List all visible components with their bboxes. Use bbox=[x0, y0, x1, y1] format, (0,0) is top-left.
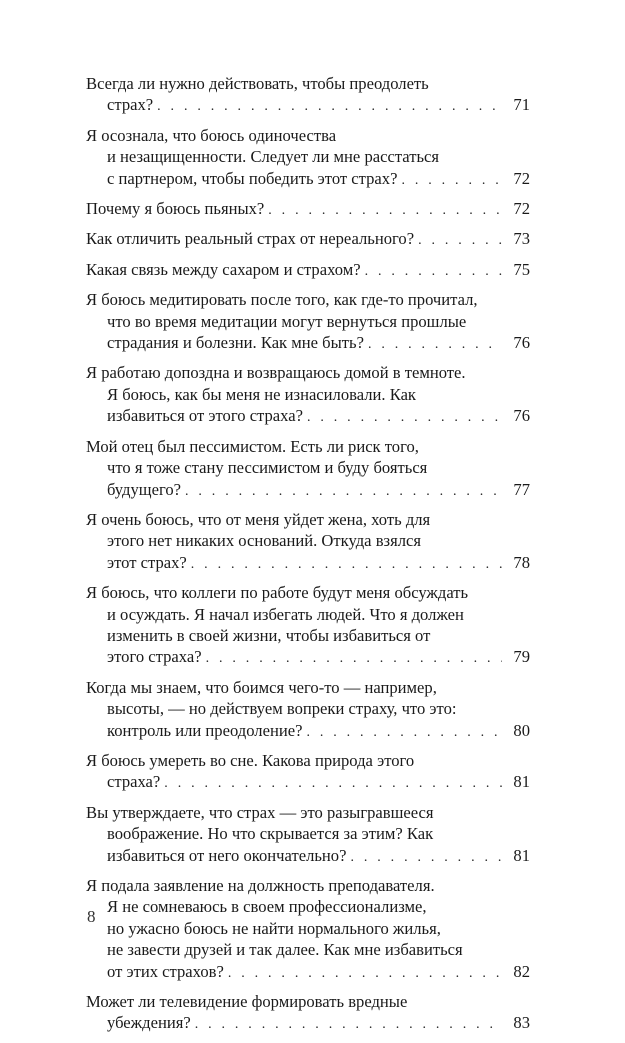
toc-entry-line: воображение. Но что скрывается за этим? Как bbox=[107, 824, 434, 844]
toc-entry-last-line bbox=[86, 168, 530, 191]
toc-entry-line: Я осознала, что боюсь одиночества bbox=[86, 125, 337, 145]
toc-page-number: 80 bbox=[513, 720, 530, 740]
toc-entry-line: Я подала заявление на должность преподавателя. bbox=[86, 876, 435, 895]
toc-page-number: 73 bbox=[513, 229, 530, 249]
dot-leader bbox=[368, 334, 502, 355]
toc-entry bbox=[86, 802, 530, 868]
toc-entry-line: что во время медитации могут вернуться прошлые bbox=[107, 311, 467, 331]
toc-entry bbox=[86, 875, 530, 984]
toc-entry-last-line bbox=[86, 845, 530, 868]
toc-entry-line: высоты, — но действуем вопреки страху, что это: bbox=[107, 699, 457, 719]
toc-entry-last-line bbox=[86, 228, 530, 251]
toc-entry bbox=[86, 436, 530, 502]
dot-leader bbox=[350, 847, 502, 868]
toc-entry-line: Как отличить реальный страх от нереального? bbox=[86, 229, 415, 249]
toc-entry bbox=[86, 509, 530, 575]
toc-entry-line: Я боюсь, что коллеги по работе будут меня обсуждать bbox=[86, 583, 469, 603]
toc-entry-line: с партнером, чтобы победить этот страх? bbox=[107, 168, 398, 188]
toc-entry-line: убеждения? bbox=[107, 1013, 191, 1033]
toc-entry bbox=[86, 228, 530, 251]
toc-entry bbox=[86, 125, 530, 191]
dot-leader bbox=[401, 170, 502, 191]
dot-leader bbox=[206, 648, 502, 669]
toc-page-number: 75 bbox=[513, 259, 530, 279]
toc-entry-last-line bbox=[86, 961, 530, 984]
toc-entry-line: Я боюсь умереть во сне. Какова природа этого bbox=[86, 750, 415, 770]
toc-entry-line: Я работаю допоздна и возвращаюсь домой в темноте. bbox=[86, 363, 466, 383]
toc-entry-line: что я тоже стану пессимистом и буду бояться bbox=[107, 458, 428, 478]
toc-entry-last-line bbox=[86, 405, 530, 428]
toc-entry-last-line bbox=[86, 332, 530, 355]
toc-page-number: 83 bbox=[513, 1013, 530, 1033]
toc-entry-last-line bbox=[86, 552, 530, 575]
toc-entry bbox=[86, 289, 530, 355]
dot-leader bbox=[191, 554, 502, 575]
toc-entry-line: Я боюсь, как бы меня не изнасиловали. Как bbox=[107, 384, 416, 404]
toc-entry bbox=[86, 362, 530, 428]
toc-entry-line: этого нет никаких оснований. Откуда взялся bbox=[107, 531, 422, 551]
toc-entry-line: Какая связь между сахаром и страхом? bbox=[86, 259, 361, 279]
toc-entry-last-line bbox=[86, 1012, 530, 1035]
toc-entry-line: Может ли телевидение формировать вредные bbox=[86, 992, 408, 1012]
toc-entry bbox=[86, 198, 530, 221]
dot-leader bbox=[268, 200, 502, 221]
toc-page-number: 76 bbox=[513, 406, 530, 426]
dot-leader bbox=[418, 230, 502, 251]
toc-page-number: 79 bbox=[513, 647, 530, 667]
toc-page-number: 82 bbox=[513, 961, 530, 981]
toc-entry-line: избавиться от этого страха? bbox=[107, 406, 303, 426]
toc-entry bbox=[86, 73, 530, 118]
dot-leader bbox=[164, 773, 502, 794]
table-of-contents bbox=[86, 73, 530, 1043]
toc-entry-line: но ужасно боюсь не найти нормального жилья, bbox=[107, 918, 441, 938]
toc-entry-last-line bbox=[86, 771, 530, 794]
toc-page-number: 72 bbox=[513, 199, 530, 219]
toc-entry-line: Мой отец был пессимистом. Есть ли риск того, bbox=[86, 436, 419, 456]
toc-entry-last-line bbox=[86, 720, 530, 743]
toc-entry-line: Всегда ли нужно действовать, чтобы преодолеть bbox=[86, 74, 429, 93]
dot-leader bbox=[195, 1014, 502, 1035]
toc-entry-last-line bbox=[86, 479, 530, 502]
page-number: 8 bbox=[87, 907, 96, 926]
dot-leader bbox=[185, 481, 502, 502]
toc-entry-line: и незащищенности. Следует ли мне расстаться bbox=[107, 147, 440, 167]
toc-entry-line: контроль или преодоление? bbox=[107, 720, 303, 740]
toc-entry-last-line bbox=[86, 646, 530, 669]
toc-page-number: 72 bbox=[513, 168, 530, 188]
toc-entry-line: от этих страхов? bbox=[107, 961, 224, 981]
toc-entry-line: этого страха? bbox=[107, 647, 202, 667]
toc-entry-line: избавиться от него окончательно? bbox=[107, 845, 347, 865]
dot-leader bbox=[365, 261, 502, 282]
dot-leader bbox=[228, 963, 502, 984]
toc-page-number: 78 bbox=[513, 552, 530, 572]
toc-page-number: 81 bbox=[513, 772, 530, 792]
toc-entry bbox=[86, 677, 530, 743]
toc-entry-last-line bbox=[86, 198, 530, 221]
toc-page-number: 76 bbox=[513, 333, 530, 353]
toc-entry-line: страха? bbox=[107, 772, 161, 792]
toc-entry-line: этот страх? bbox=[107, 552, 187, 572]
toc-entry-line: страдания и болезни. Как мне быть? bbox=[107, 333, 364, 353]
dot-leader bbox=[306, 722, 502, 743]
toc-entry bbox=[86, 582, 530, 670]
toc-entry-last-line bbox=[86, 259, 530, 282]
toc-entry bbox=[86, 991, 530, 1036]
toc-page-number: 77 bbox=[513, 479, 530, 499]
toc-entry-last-line bbox=[86, 94, 530, 117]
toc-entry-line: будущего? bbox=[107, 479, 181, 499]
dot-leader bbox=[307, 407, 502, 428]
toc-page-number: 71 bbox=[513, 95, 530, 115]
toc-entry bbox=[86, 750, 530, 795]
toc-entry-line: изменить в своей жизни, чтобы избавиться от bbox=[107, 625, 431, 645]
toc-entry-line: Когда мы знаем, что боимся чего-то — например, bbox=[86, 677, 437, 697]
dot-leader bbox=[157, 96, 502, 117]
toc-entry-line: не завести друзей и так далее. Как мне избавиться bbox=[107, 940, 463, 960]
toc-page-number: 81 bbox=[513, 845, 530, 865]
toc-entry-line: Почему я боюсь пьяных? bbox=[86, 199, 265, 219]
toc-entry-line: страх? bbox=[107, 95, 154, 115]
toc-entry-line: Я очень боюсь, что от меня уйдет жена, хоть для bbox=[86, 509, 431, 529]
toc-entry-line: Я боюсь медитировать после того, как где-то прочитал, bbox=[86, 290, 478, 310]
toc-entry-line: и осуждать. Я начал избегать людей. Что я должен bbox=[107, 604, 464, 624]
toc-entry bbox=[86, 259, 530, 282]
toc-entry-line: Вы утверждаете, что страх — это разыгравшееся bbox=[86, 802, 434, 822]
toc-entry-line: Я не сомневаюсь в своем профессионализме, bbox=[107, 897, 427, 917]
